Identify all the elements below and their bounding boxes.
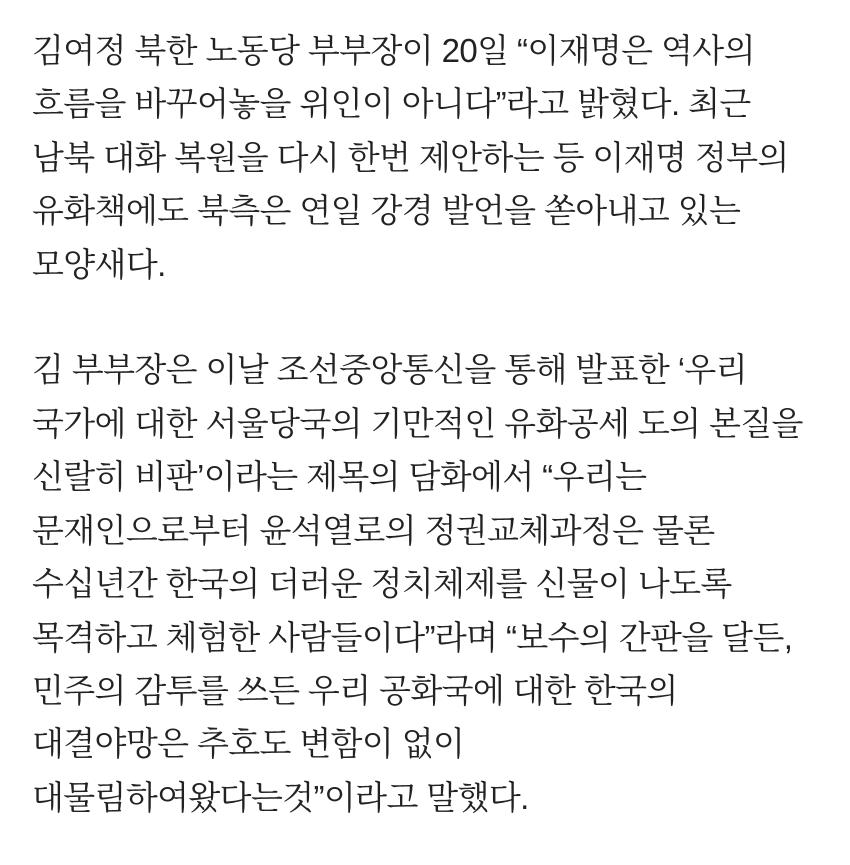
article-paragraph-2: 김 부부장은 이날 조선중앙통신을 통해 발표한 ‘우리 국가에 대한 서울당국의 기만적인 유화공세 도의 본질을 신랄히 비판’이라는 제목의 담화에서 “우리는 문재인으로부터 윤석열로의 정권교체과정은 물론 수십년간 한국의 더러운 정치체제를 신물이 나도록 목격하고 체험한 사람들이다”라며 “보수의 간판을 달든, 민주의 감투를 쓰든 우리 공화국에 대한 한국의 대결야망은 추호도 변함이 없이 대물림하여왔다는것”이라고 말했다. (32, 351, 803, 816)
article-paragraph-1: 김여정 북한 노동당 부부장이 20일 “이재명은 역사의 흐름을 바꾸어놓을 위인이 아니다”라고 밝혔다. 최근 남북 대화 복원을 다시 한번 제안하는 등 이재명 정부의 유화책에도 북측은 연일 강경 발언을 쏟아내고 있는 모양새다. (32, 32, 789, 283)
